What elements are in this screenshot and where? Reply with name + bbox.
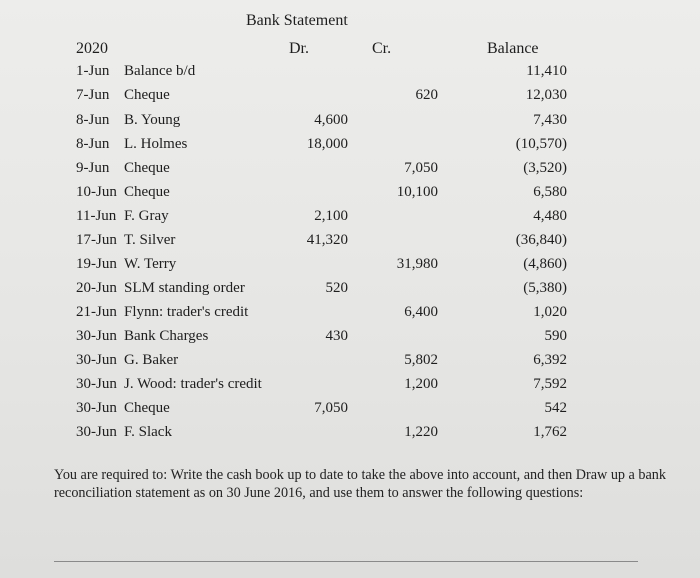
table-row (0, 328, 700, 352)
row-debit: 18,000 (306, 136, 348, 152)
row-description: F. Slack (124, 424, 172, 440)
row-description: T. Silver (124, 232, 176, 248)
balance-column-header: Balance (487, 40, 539, 57)
row-balance: (10,570) (515, 136, 567, 152)
table-row (0, 184, 700, 208)
row-date: 20-Jun (76, 280, 117, 296)
row-date: 11-Jun (76, 208, 117, 224)
year-header: 2020 (76, 40, 108, 57)
table-row (0, 63, 700, 87)
row-description: G. Baker (124, 352, 179, 368)
row-debit: 41,320 (306, 232, 348, 248)
row-balance: 11,410 (526, 63, 567, 79)
row-debit: 430 (325, 328, 348, 344)
row-description: Balance b/d (124, 63, 196, 79)
table-row (0, 208, 700, 232)
row-balance: 7,430 (533, 112, 567, 128)
row-credit: 5,802 (404, 352, 438, 368)
row-description: Cheque (124, 87, 170, 103)
table-row (0, 136, 700, 160)
row-credit: 31,980 (396, 256, 438, 272)
row-debit: 2,100 (314, 208, 348, 224)
dr-column-header: Dr. (289, 40, 309, 57)
row-balance: (5,380) (523, 280, 567, 296)
row-credit: 1,220 (404, 424, 438, 440)
cr-column-header: Cr. (372, 40, 392, 57)
row-date: 30-Jun (76, 400, 117, 416)
row-description: J. Wood: trader's credit (124, 376, 262, 392)
row-credit: 620 (415, 87, 438, 103)
row-description: B. Young (124, 112, 181, 128)
instructions-text: You are required to: Write the cash book up to date to take the above into account, and then Draw up a bank reconciliation statement as on 30 June 2016, and use them to answer the following questions: (54, 467, 666, 501)
row-description: Cheque (124, 184, 170, 200)
row-date: 7-Jun (76, 87, 110, 103)
row-date: 9-Jun (76, 160, 110, 176)
row-description: Cheque (124, 160, 170, 176)
row-balance: 590 (544, 328, 567, 344)
table-row (0, 87, 700, 111)
row-debit: 7,050 (314, 400, 348, 416)
row-description: Cheque (124, 400, 170, 416)
row-balance: (4,860) (523, 256, 567, 272)
answer-line[interactable] (54, 561, 638, 562)
table-row (0, 112, 700, 136)
table-row (0, 400, 700, 424)
row-date: 30-Jun (76, 424, 117, 440)
row-credit: 7,050 (404, 160, 438, 176)
row-date: 30-Jun (76, 328, 117, 344)
row-credit: 1,200 (404, 376, 438, 392)
row-description: Bank Charges (124, 328, 209, 344)
row-description: L. Holmes (124, 136, 188, 152)
row-balance: 542 (544, 400, 567, 416)
row-date: 19-Jun (76, 256, 117, 272)
row-date: 10-Jun (76, 184, 117, 200)
row-balance: 1,762 (533, 424, 567, 440)
row-date: 21-Jun (76, 304, 117, 320)
row-debit: 520 (325, 280, 348, 296)
statement-title: Bank Statement (246, 12, 348, 29)
table-row (0, 160, 700, 184)
row-date: 8-Jun (76, 112, 110, 128)
row-date: 30-Jun (76, 376, 117, 392)
row-balance: 4,480 (533, 208, 567, 224)
row-debit: 4,600 (314, 112, 348, 128)
table-row (0, 280, 700, 304)
table-row (0, 424, 700, 448)
row-balance: 1,020 (533, 304, 567, 320)
row-balance: (36,840) (515, 232, 567, 248)
row-balance: 6,392 (533, 352, 567, 368)
row-credit: 10,100 (396, 184, 438, 200)
table-row (0, 376, 700, 400)
row-description: Flynn: trader's credit (124, 304, 249, 320)
row-description: F. Gray (124, 208, 169, 224)
table-row (0, 256, 700, 280)
row-credit: 6,400 (404, 304, 438, 320)
row-balance: 7,592 (533, 376, 567, 392)
row-description: W. Terry (124, 256, 177, 272)
row-balance: 6,580 (533, 184, 567, 200)
row-date: 1-Jun (76, 63, 110, 79)
row-balance: 12,030 (525, 87, 567, 103)
table-row (0, 232, 700, 256)
row-date: 8-Jun (76, 136, 110, 152)
row-date: 17-Jun (76, 232, 117, 248)
row-description: SLM standing order (124, 280, 245, 296)
table-row (0, 352, 700, 376)
row-balance: (3,520) (523, 160, 567, 176)
row-date: 30-Jun (76, 352, 117, 368)
table-row (0, 304, 700, 328)
